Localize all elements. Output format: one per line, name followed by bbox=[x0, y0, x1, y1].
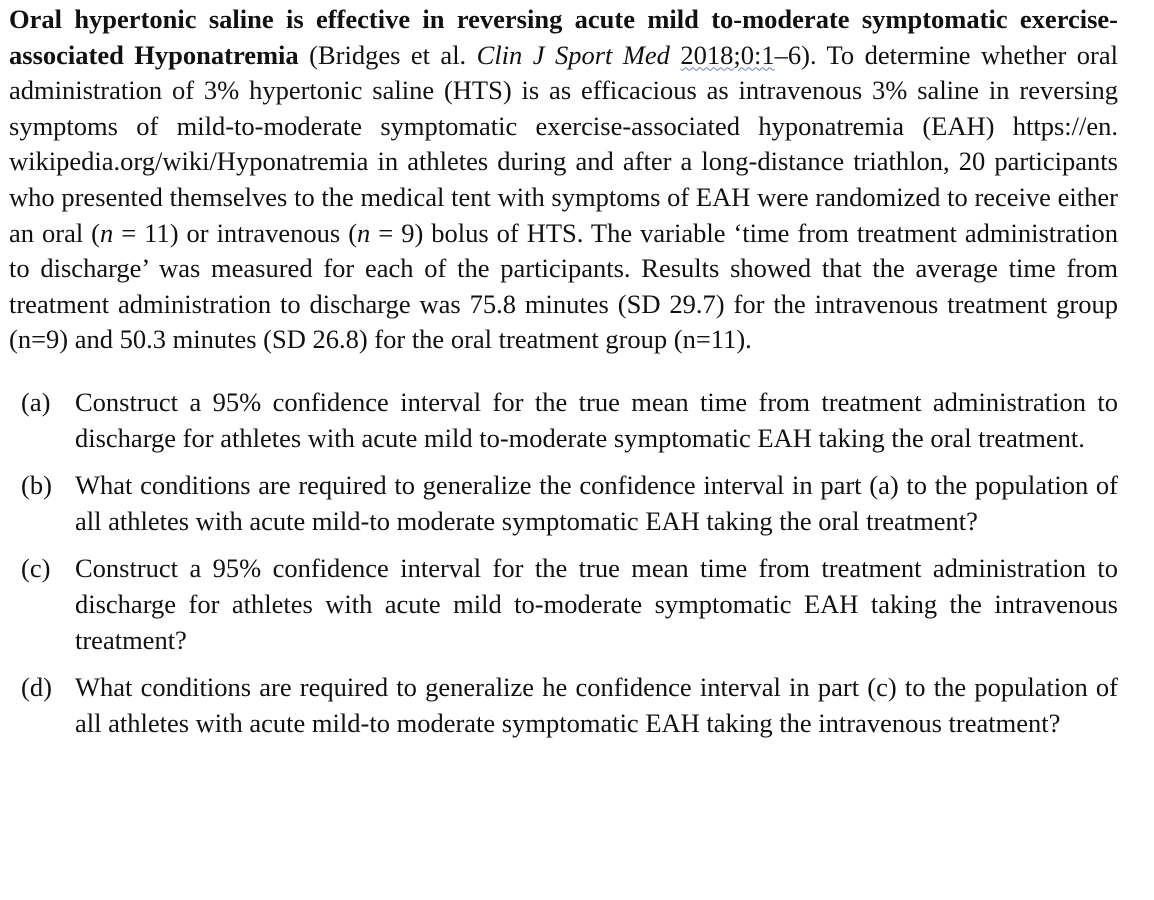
intro-title: Oral hypertonic saline is effective in reversing acute mild to-moderate symptomatic exercise-associated Hyponatremia bbox=[9, 4, 1118, 70]
intro-body-part-2: = 11) or intravenous ( bbox=[113, 217, 358, 248]
citation-pages: –6). bbox=[774, 39, 817, 70]
question-item-a bbox=[21, 385, 1118, 456]
citation-reference-link[interactable]: 2018;0:1 bbox=[680, 39, 775, 70]
question-item-c bbox=[21, 551, 1118, 658]
citation-open: (Bridges et al. bbox=[298, 39, 477, 70]
intro-paragraph bbox=[9, 2, 1118, 358]
question-item-b bbox=[21, 468, 1118, 539]
intro-body-part-1: To determine whether oral administration of 3% hypertonic saline (HTS) is as efficacious as intravenous 3% saline in reversing symptoms of mild-to-moderate symptomatic exercise-associated hyponatremia (EAH) https://en. wikipedia.org/wiki/Hyponatremia in athletes during and after a long-distance triathlon, 20 participants who presented themselves to the medical tent with symptoms of EAH were randomized to receive either an oral ( bbox=[9, 39, 1118, 248]
n-symbol-intravenous: n bbox=[357, 217, 371, 248]
question-label: (d) bbox=[21, 672, 52, 703]
question-text: What conditions are required to generalize he confidence interval in part (c) to the population of all athletes with acute mild-to moderate symptomatic EAH taking the intravenous treatment? bbox=[75, 672, 1118, 738]
intro-body-part-3: = 9) bolus of HTS. The variable ‘time from treatment administration to discharge’ was measured for each of the participants. Results showed that the average time from treatment administration to discharge was 75.8 minutes (SD 29.7) for the intravenous treatment group (n=9) and 50.3 minutes (SD 26.8) for the oral treatment group (n=11). bbox=[9, 217, 1118, 355]
question-label: (c) bbox=[21, 553, 51, 584]
question-text: Construct a 95% confidence interval for the true mean time from treatment administration to discharge for athletes with acute mild to-moderate symptomatic EAH taking the intravenous treatment? bbox=[75, 553, 1118, 655]
question-label: (a) bbox=[21, 386, 51, 417]
journal-name: Clin J Sport Med bbox=[476, 39, 670, 70]
question-list bbox=[9, 385, 1118, 741]
citation-space bbox=[670, 40, 680, 70]
question-label: (b) bbox=[21, 470, 52, 501]
question-text: What conditions are required to generalize the confidence interval in part (a) to the population of all athletes with acute mild-to moderate symptomatic EAH taking the oral treatment? bbox=[75, 470, 1118, 536]
n-symbol-oral: n bbox=[100, 217, 114, 248]
question-item-d bbox=[21, 670, 1118, 741]
question-text: Construct a 95% confidence interval for the true mean time from treatment administration to discharge for athletes with acute mild to-moderate symptomatic EAH taking the oral treatment. bbox=[75, 386, 1118, 453]
